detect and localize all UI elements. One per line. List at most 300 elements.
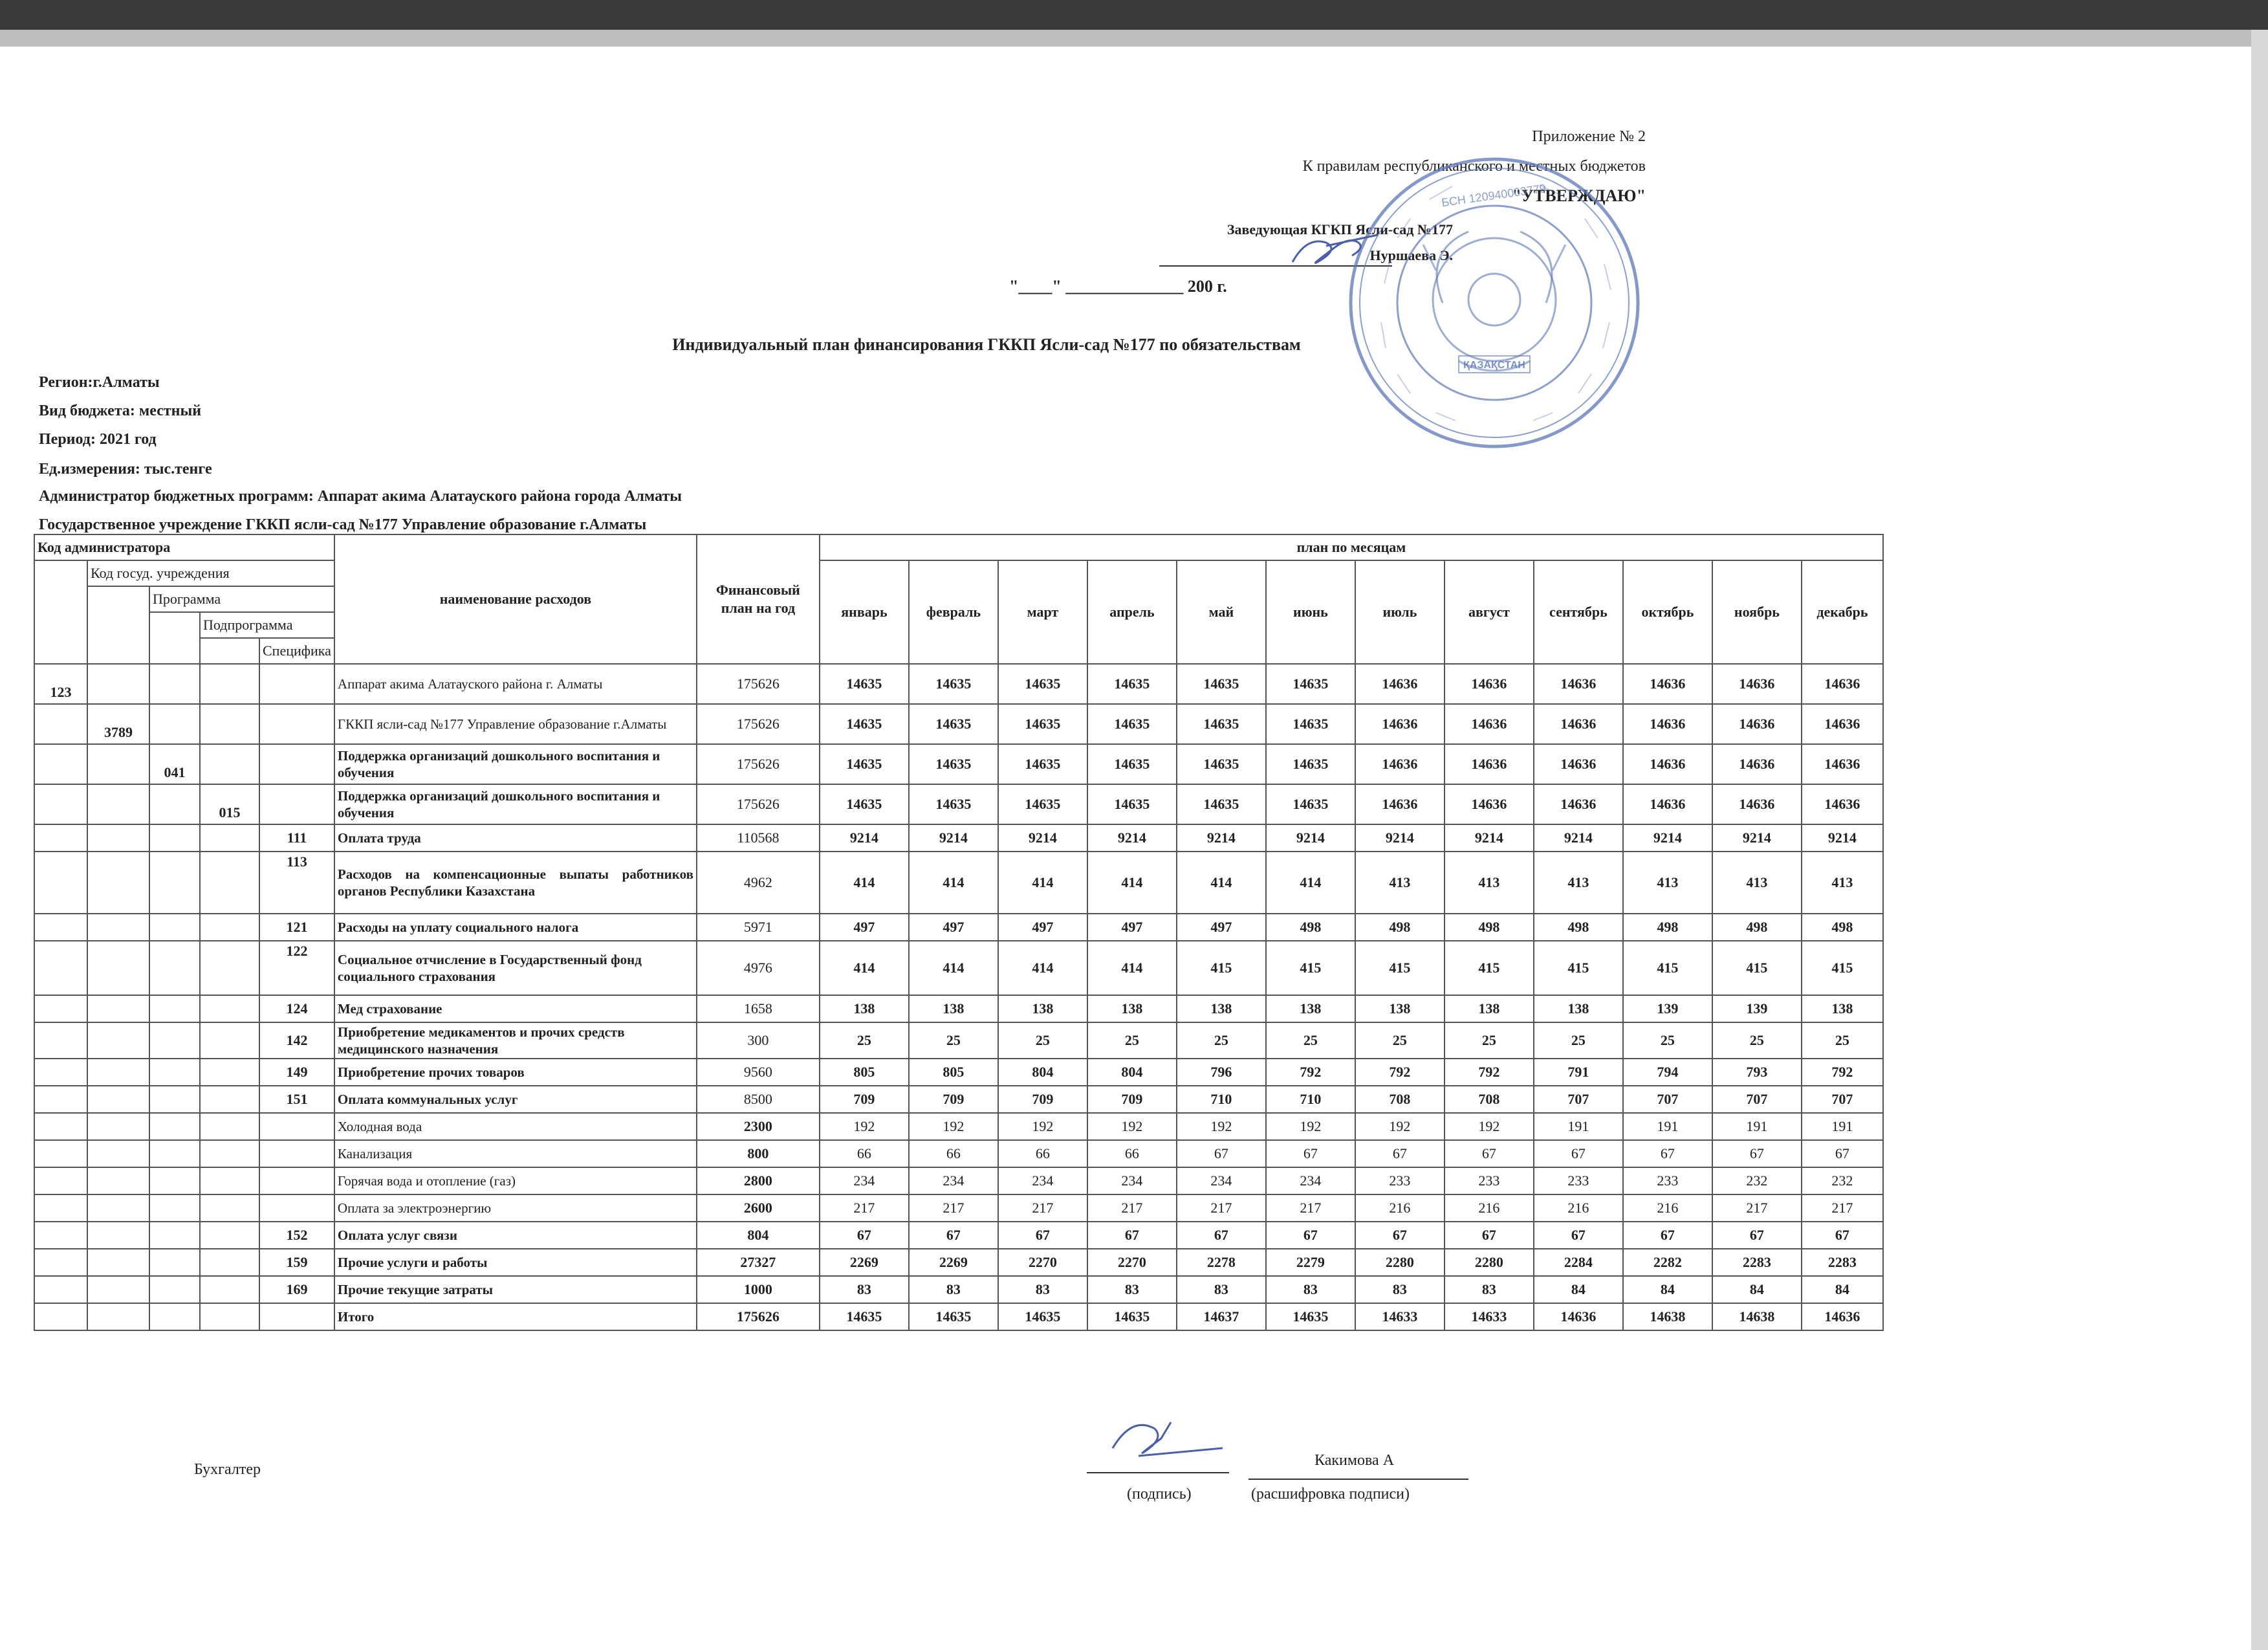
table-row <box>34 1303 1883 1330</box>
signature-caption: (подпись) <box>1127 1486 1192 1502</box>
code-cell <box>87 1059 149 1086</box>
code-cell <box>259 1167 334 1194</box>
month-value: 84 <box>1534 1276 1623 1303</box>
month-value: 66 <box>1087 1140 1177 1167</box>
header-monthly-plan: план по месяцам <box>820 534 1883 560</box>
month-value: 709 <box>1087 1086 1177 1113</box>
month-value: 217 <box>1177 1194 1266 1222</box>
month-value: 792 <box>1355 1059 1445 1086</box>
meta-institution: Государственное учреждение ГККП ясли-сад №177 Управление образование г.Алматы <box>39 516 647 533</box>
annual-plan-value: 175626 <box>697 744 820 784</box>
annual-plan-value: 27327 <box>697 1249 820 1276</box>
month-value: 14636 <box>1534 704 1623 744</box>
header-expense-name: наименование расходов <box>334 534 697 664</box>
month-value: 14635 <box>1266 744 1355 784</box>
month-value: 707 <box>1802 1086 1883 1113</box>
month-value: 14635 <box>1177 744 1266 784</box>
scan-top-shadow <box>0 30 2268 47</box>
month-value: 25 <box>1445 1022 1534 1059</box>
code-cell <box>200 995 259 1022</box>
month-value: 14635 <box>909 1303 998 1330</box>
month-value: 67 <box>1623 1140 1712 1167</box>
code-cell <box>149 664 200 704</box>
month-value: 792 <box>1802 1059 1883 1086</box>
month-value: 9214 <box>998 824 1087 852</box>
head-signature <box>1287 223 1384 275</box>
month-value: 804 <box>998 1059 1087 1086</box>
month-value: 413 <box>1534 852 1623 914</box>
expense-name: Расходов на компенсационные выпаты работников органов Республики Казахстана <box>334 852 697 914</box>
month-value: 233 <box>1355 1167 1445 1194</box>
month-value: 14636 <box>1445 784 1534 824</box>
rules-label: К правилам республиканского и местных бюджетов <box>1302 158 1646 175</box>
month-value: 25 <box>1177 1022 1266 1059</box>
month-value: 413 <box>1355 852 1445 914</box>
expense-name: Холодная вода <box>334 1113 697 1140</box>
expense-name: Прочие услуги и работы <box>334 1249 697 1276</box>
month-value: 414 <box>909 941 998 995</box>
month-value: 192 <box>909 1113 998 1140</box>
table-row <box>34 995 1883 1022</box>
month-value: 9214 <box>1445 824 1534 852</box>
month-jul: июль <box>1355 560 1445 664</box>
annual-plan-value: 2600 <box>697 1194 820 1222</box>
month-value: 234 <box>1087 1167 1177 1194</box>
code-cell <box>87 1113 149 1140</box>
month-value: 415 <box>1266 941 1355 995</box>
month-value: 2269 <box>909 1249 998 1276</box>
code-cell <box>34 784 87 824</box>
month-value: 138 <box>1534 995 1623 1022</box>
month-value: 497 <box>998 914 1087 941</box>
month-value: 709 <box>820 1086 909 1113</box>
code-cell <box>149 824 200 852</box>
table-row <box>34 1222 1883 1249</box>
month-value: 233 <box>1534 1167 1623 1194</box>
month-value: 192 <box>1355 1113 1445 1140</box>
accountant-name: Какимова А <box>1314 1452 1395 1469</box>
code-cell: 149 <box>259 1059 334 1086</box>
month-value: 192 <box>1445 1113 1534 1140</box>
expense-name: Итого <box>334 1303 697 1330</box>
code-cell <box>34 1276 87 1303</box>
code-cell <box>149 1249 200 1276</box>
month-value: 217 <box>909 1194 998 1222</box>
code-cell <box>259 1113 334 1140</box>
code-cell <box>34 1022 87 1059</box>
month-value: 14635 <box>1266 664 1355 704</box>
expense-name: Прочие текущие затраты <box>334 1276 697 1303</box>
table-row <box>34 1167 1883 1194</box>
month-value: 792 <box>1445 1059 1534 1086</box>
code-cell <box>34 1140 87 1167</box>
month-value: 14635 <box>909 664 998 704</box>
header-admin-code: Код администратора <box>34 534 334 560</box>
decode-line <box>1248 1479 1468 1480</box>
month-value: 138 <box>1802 995 1883 1022</box>
month-value: 414 <box>1087 941 1177 995</box>
code-cell <box>149 704 200 744</box>
month-value: 707 <box>1534 1086 1623 1113</box>
code-cell <box>200 1140 259 1167</box>
month-value: 2282 <box>1623 1249 1712 1276</box>
month-value: 9214 <box>1266 824 1355 852</box>
code-cell <box>149 1303 200 1330</box>
code-cell: 111 <box>259 824 334 852</box>
month-value: 708 <box>1445 1086 1534 1113</box>
table-row <box>34 941 1883 995</box>
month-value: 414 <box>1177 852 1266 914</box>
month-value: 232 <box>1802 1167 1883 1194</box>
code-cell <box>259 704 334 744</box>
table-row <box>34 824 1883 852</box>
month-value: 217 <box>1266 1194 1355 1222</box>
month-value: 2279 <box>1266 1249 1355 1276</box>
month-value: 805 <box>820 1059 909 1086</box>
month-value: 14636 <box>1712 664 1802 704</box>
month-value: 9214 <box>1712 824 1802 852</box>
month-value: 14636 <box>1534 664 1623 704</box>
month-value: 192 <box>1087 1113 1177 1140</box>
expense-name: Аппарат акима Алатауского района г. Алматы <box>334 664 697 704</box>
header-institution-code: Код госуд. учреждения <box>87 560 334 586</box>
code-cell <box>149 1113 200 1140</box>
code-cell <box>34 1249 87 1276</box>
month-value: 14635 <box>820 744 909 784</box>
month-value: 25 <box>1355 1022 1445 1059</box>
table-row <box>34 784 1883 824</box>
month-value: 498 <box>1802 914 1883 941</box>
month-value: 139 <box>1712 995 1802 1022</box>
month-value: 25 <box>1087 1022 1177 1059</box>
month-value: 83 <box>1177 1276 1266 1303</box>
code-cell: 121 <box>259 914 334 941</box>
code-cell <box>87 1167 149 1194</box>
month-value: 192 <box>998 1113 1087 1140</box>
month-value: 498 <box>1712 914 1802 941</box>
annual-plan-value: 110568 <box>697 824 820 852</box>
table-row <box>34 1022 1883 1059</box>
meta-period: Период: 2021 год <box>39 431 157 448</box>
expense-name: Поддержка организаций дошкольного воспитания и обучения <box>334 744 697 784</box>
code-cell <box>259 1140 334 1167</box>
month-value: 498 <box>1445 914 1534 941</box>
code-cell <box>200 664 259 704</box>
month-value: 14635 <box>820 704 909 744</box>
month-value: 415 <box>1355 941 1445 995</box>
month-value: 497 <box>1087 914 1177 941</box>
month-value: 707 <box>1712 1086 1802 1113</box>
table-row <box>34 744 1883 784</box>
code-cell <box>34 824 87 852</box>
code-cell <box>87 744 149 784</box>
month-mar: март <box>998 560 1087 664</box>
month-value: 14635 <box>1177 704 1266 744</box>
month-value: 14636 <box>1534 744 1623 784</box>
code-cell <box>34 1303 87 1330</box>
code-cell: 122 <box>259 941 334 995</box>
month-value: 139 <box>1623 995 1712 1022</box>
month-value: 14636 <box>1355 704 1445 744</box>
table-row <box>34 1249 1883 1276</box>
month-value: 14636 <box>1623 704 1712 744</box>
accountant-label: Бухгалтер <box>194 1461 261 1478</box>
code-cell <box>149 1086 200 1113</box>
code-cell: 113 <box>259 852 334 914</box>
month-value: 14636 <box>1534 784 1623 824</box>
code-cell: 151 <box>259 1086 334 1113</box>
code-cell <box>87 852 149 914</box>
code-cell <box>87 1249 149 1276</box>
month-value: 9214 <box>1623 824 1712 852</box>
month-value: 792 <box>1266 1059 1355 1086</box>
month-value: 138 <box>909 995 998 1022</box>
annual-plan-value: 2300 <box>697 1113 820 1140</box>
month-value: 9214 <box>1534 824 1623 852</box>
month-value: 217 <box>1802 1194 1883 1222</box>
annual-plan-value: 9560 <box>697 1059 820 1086</box>
month-value: 2283 <box>1802 1249 1883 1276</box>
month-value: 234 <box>1266 1167 1355 1194</box>
code-cell <box>87 1276 149 1303</box>
month-value: 138 <box>820 995 909 1022</box>
code-cell <box>87 1194 149 1222</box>
code-cell: 015 <box>200 784 259 824</box>
header-annual-plan: Финансовый план на год <box>697 534 820 664</box>
month-value: 14636 <box>1802 744 1883 784</box>
month-value: 67 <box>1534 1140 1623 1167</box>
month-value: 14636 <box>1623 784 1712 824</box>
code-cell <box>149 1194 200 1222</box>
month-value: 415 <box>1534 941 1623 995</box>
month-value: 14633 <box>1355 1303 1445 1330</box>
code-cell <box>200 1022 259 1059</box>
month-value: 498 <box>1266 914 1355 941</box>
month-value: 216 <box>1623 1194 1712 1222</box>
month-value: 216 <box>1445 1194 1534 1222</box>
code-cell <box>87 914 149 941</box>
code-cell <box>200 824 259 852</box>
accountant-signature <box>1100 1409 1229 1468</box>
annual-plan-value: 804 <box>697 1222 820 1249</box>
code-cell <box>87 941 149 995</box>
meta-administrator: Администратор бюджетных программ: Аппарат акима Алатауского района города Алматы <box>39 488 682 505</box>
month-value: 67 <box>1445 1140 1534 1167</box>
month-value: 2283 <box>1712 1249 1802 1276</box>
month-dec: декабрь <box>1802 560 1883 664</box>
decode-caption: (расшифровка подписи) <box>1251 1486 1410 1502</box>
meta-budget-type: Вид бюджета: местный <box>39 402 202 419</box>
code-cell <box>149 914 200 941</box>
month-value: 415 <box>1445 941 1534 995</box>
month-value: 83 <box>1355 1276 1445 1303</box>
month-value: 67 <box>1623 1222 1712 1249</box>
month-value: 14635 <box>998 1303 1087 1330</box>
annual-plan-value: 4962 <box>697 852 820 914</box>
scan-right-edge <box>2251 30 2268 1650</box>
month-value: 14636 <box>1802 1303 1883 1330</box>
month-value: 67 <box>909 1222 998 1249</box>
month-value: 707 <box>1623 1086 1712 1113</box>
month-value: 138 <box>1355 995 1445 1022</box>
month-value: 83 <box>820 1276 909 1303</box>
month-value: 9214 <box>820 824 909 852</box>
code-cell <box>200 1194 259 1222</box>
month-value: 138 <box>1445 995 1534 1022</box>
code-cell <box>34 852 87 914</box>
month-feb: февраль <box>909 560 998 664</box>
month-value: 25 <box>1534 1022 1623 1059</box>
month-value: 25 <box>1623 1022 1712 1059</box>
code-cell <box>87 824 149 852</box>
month-value: 67 <box>1445 1222 1534 1249</box>
month-value: 138 <box>1177 995 1266 1022</box>
month-value: 192 <box>820 1113 909 1140</box>
month-value: 413 <box>1445 852 1534 914</box>
month-value: 14635 <box>820 664 909 704</box>
code-cell <box>34 995 87 1022</box>
code-cell <box>259 784 334 824</box>
month-value: 14635 <box>998 704 1087 744</box>
month-value: 413 <box>1712 852 1802 914</box>
month-value: 191 <box>1623 1113 1712 1140</box>
month-value: 14636 <box>1712 784 1802 824</box>
month-value: 66 <box>909 1140 998 1167</box>
month-value: 9214 <box>909 824 998 852</box>
month-value: 67 <box>1087 1222 1177 1249</box>
code-cell <box>34 1086 87 1113</box>
code-cell <box>149 1222 200 1249</box>
meta-region: Регион:г.Алматы <box>39 374 160 391</box>
code-cell <box>87 664 149 704</box>
month-value: 84 <box>1623 1276 1712 1303</box>
month-value: 14635 <box>1266 1303 1355 1330</box>
month-value: 67 <box>1355 1140 1445 1167</box>
expense-name: Расходы на уплату социального налога <box>334 914 697 941</box>
scan-top-edge <box>0 0 2268 30</box>
code-cell <box>149 784 200 824</box>
code-cell <box>34 1059 87 1086</box>
month-value: 497 <box>909 914 998 941</box>
code-cell <box>200 1059 259 1086</box>
table-row <box>34 1113 1883 1140</box>
month-jun: июнь <box>1266 560 1355 664</box>
signature-line <box>1087 1472 1229 1473</box>
month-value: 138 <box>998 995 1087 1022</box>
month-aug: август <box>1445 560 1534 664</box>
month-sep: сентябрь <box>1534 560 1623 664</box>
month-value: 14635 <box>1087 1303 1177 1330</box>
month-value: 216 <box>1355 1194 1445 1222</box>
code-cell: 3789 <box>87 704 149 744</box>
month-value: 66 <box>998 1140 1087 1167</box>
month-value: 14637 <box>1177 1303 1266 1330</box>
month-value: 14635 <box>1266 704 1355 744</box>
month-value: 414 <box>820 941 909 995</box>
code-cell <box>259 1194 334 1222</box>
annual-plan-value: 4976 <box>697 941 820 995</box>
month-value: 415 <box>1177 941 1266 995</box>
code-cell <box>259 744 334 784</box>
month-value: 192 <box>1177 1113 1266 1140</box>
month-value: 84 <box>1712 1276 1802 1303</box>
month-value: 414 <box>998 852 1087 914</box>
month-value: 67 <box>1534 1222 1623 1249</box>
month-value: 804 <box>1087 1059 1177 1086</box>
code-cell <box>87 1086 149 1113</box>
month-value: 497 <box>1177 914 1266 941</box>
code-cell <box>149 1140 200 1167</box>
month-value: 216 <box>1534 1194 1623 1222</box>
month-value: 217 <box>998 1194 1087 1222</box>
annual-plan-value: 175626 <box>697 1303 820 1330</box>
month-value: 14636 <box>1623 744 1712 784</box>
month-value: 83 <box>1087 1276 1177 1303</box>
code-cell <box>34 1222 87 1249</box>
month-value: 14636 <box>1534 1303 1623 1330</box>
annual-plan-value: 175626 <box>697 784 820 824</box>
expense-name: Канализация <box>334 1140 697 1167</box>
month-value: 14636 <box>1712 704 1802 744</box>
month-value: 14635 <box>1087 744 1177 784</box>
month-value: 14635 <box>998 664 1087 704</box>
month-value: 710 <box>1266 1086 1355 1113</box>
month-value: 217 <box>1087 1194 1177 1222</box>
table-row <box>34 1276 1883 1303</box>
month-value: 14636 <box>1355 744 1445 784</box>
month-value: 498 <box>1355 914 1445 941</box>
appendix-label: Приложение № 2 <box>1532 128 1646 145</box>
month-value: 414 <box>909 852 998 914</box>
code-cell: 169 <box>259 1276 334 1303</box>
month-value: 2284 <box>1534 1249 1623 1276</box>
code-cell: 142 <box>259 1022 334 1059</box>
month-value: 14635 <box>820 1303 909 1330</box>
month-value: 14635 <box>820 784 909 824</box>
expense-name: ГККП ясли-сад №177 Управление образование г.Алматы <box>334 704 697 744</box>
month-value: 25 <box>1266 1022 1355 1059</box>
month-value: 234 <box>909 1167 998 1194</box>
month-value: 233 <box>1623 1167 1712 1194</box>
month-value: 14635 <box>1087 664 1177 704</box>
expense-name: Горячая вода и отопление (газ) <box>334 1167 697 1194</box>
month-value: 793 <box>1712 1059 1802 1086</box>
month-apr: апрель <box>1087 560 1177 664</box>
month-value: 497 <box>820 914 909 941</box>
code-cell: 124 <box>259 995 334 1022</box>
table-row <box>34 914 1883 941</box>
month-value: 794 <box>1623 1059 1712 1086</box>
annual-plan-value: 5971 <box>697 914 820 941</box>
code-cell <box>34 744 87 784</box>
code-cell <box>200 1086 259 1113</box>
table-row <box>34 1086 1883 1113</box>
header-program: Программа <box>149 586 334 612</box>
month-value: 14635 <box>909 744 998 784</box>
month-value: 2270 <box>1087 1249 1177 1276</box>
expense-name: Приобретение прочих товаров <box>334 1059 697 1086</box>
code-cell <box>200 914 259 941</box>
code-cell <box>87 995 149 1022</box>
code-cell <box>149 1276 200 1303</box>
month-value: 25 <box>1712 1022 1802 1059</box>
financing-plan-table <box>34 534 1884 1331</box>
month-value: 83 <box>1266 1276 1355 1303</box>
expense-name: Оплата услуг связи <box>334 1222 697 1249</box>
month-may: май <box>1177 560 1266 664</box>
month-value: 25 <box>909 1022 998 1059</box>
month-value: 14635 <box>1266 784 1355 824</box>
